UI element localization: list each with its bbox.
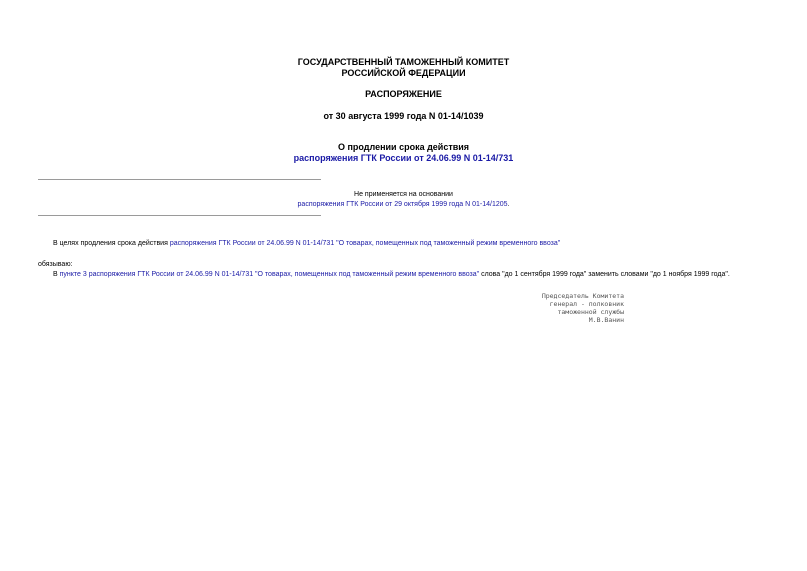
paragraph-1-link[interactable]: распоряжения ГТК России от 24.06.99 N 01-14/731 "О товарах, помещенных под таможенный режим временного ввоза" [169, 240, 561, 247]
document-date-number: от 30 августа 1999 года N 01-14/1039 [323, 111, 484, 121]
signature-line-4: М.В.Ванин [588, 316, 624, 324]
paragraph-2-suffix: слова "до 1 сентября 1999 года" заменить словами "до 1 ноября 1999 года". [479, 271, 730, 278]
notice-top-rule [38, 179, 321, 180]
notice-block [0, 190, 807, 210]
authority-line-2: РОССИЙСКОЙ ФЕДЕРАЦИИ [341, 68, 466, 78]
notice-line-1: Не применяется на основании [354, 191, 453, 198]
signature-block [450, 292, 624, 324]
authority-line-1: ГОСУДАРСТВЕННЫЙ ТАМОЖЕННЫЙ КОМИТЕТ [297, 57, 510, 67]
signature-line-2: генерал - полковник [549, 300, 624, 308]
subject-line-1: О продлении срока действия [337, 142, 470, 152]
notice-suffix: . [507, 201, 510, 208]
paragraph-2 [53, 270, 730, 280]
document-header [0, 57, 807, 79]
document-type: РАСПОРЯЖЕНИЕ [365, 89, 442, 99]
obligation-text: обязываю: [38, 261, 73, 268]
document-subject [0, 142, 807, 164]
notice-link[interactable]: распоряжения ГТК России от 29 октября 1999 года N 01-14/1205 [297, 201, 508, 208]
signature-line-1: Председатель Комитета [541, 292, 624, 300]
paragraph-2-link[interactable]: пункте 3 распоряжения ГТК России от 24.06.99 N 01-14/731 "О товарах, помещенных под таможенный режим временного ввоза" [59, 271, 480, 278]
subject-link[interactable]: распоряжения ГТК России от 24.06.99 N 01-14/731 [293, 153, 514, 163]
paragraph-1-prefix: В целях продления срока действия [53, 240, 170, 247]
signature-line-3: таможенной службы [557, 308, 624, 316]
notice-bottom-rule [38, 215, 321, 216]
paragraph-1 [53, 239, 560, 249]
paragraph-2-prefix: В [53, 271, 60, 278]
